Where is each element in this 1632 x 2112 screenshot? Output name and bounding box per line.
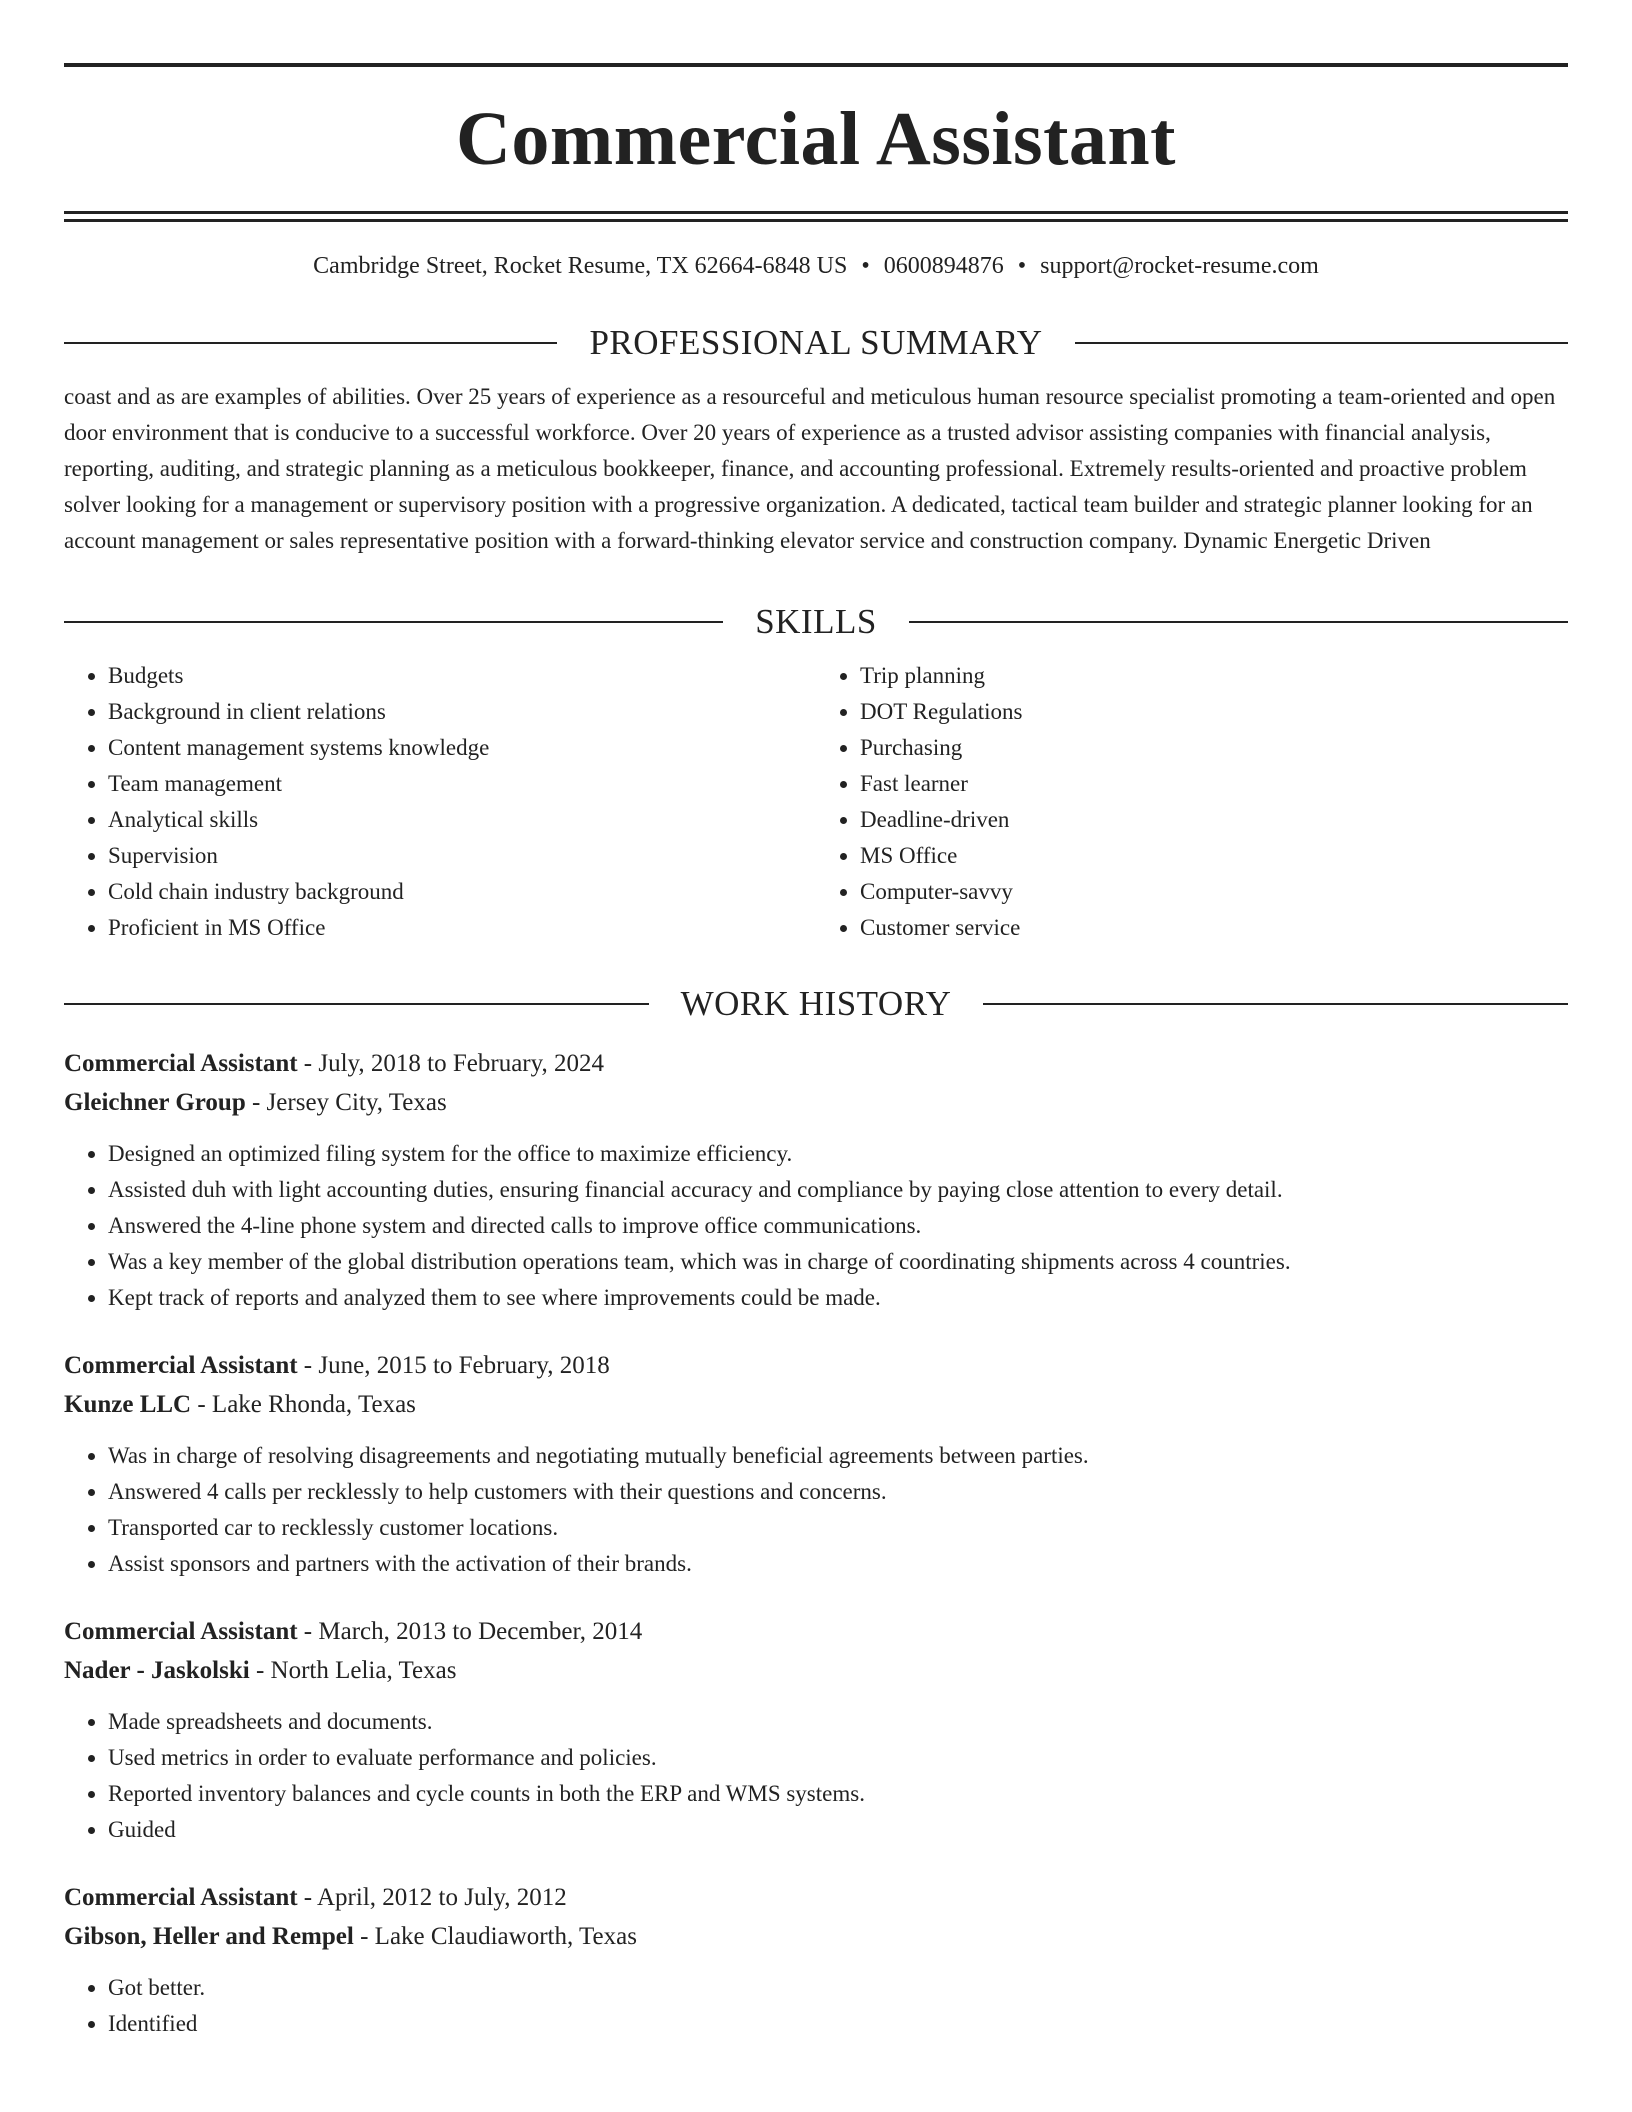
job-bullets xyxy=(64,1136,1568,1316)
skill-item: • Purchasing xyxy=(860,730,1568,766)
skill-item: • Cold chain industry background xyxy=(108,874,816,910)
skill-item: • Content management systems knowledge xyxy=(108,730,816,766)
job-company: Gleichner Group xyxy=(64,1089,246,1116)
job-dates: - March, 2013 to December, 2014 xyxy=(297,1618,643,1645)
job-bullet: • Identified xyxy=(108,2006,1568,2042)
summary-heading: PROFESSIONAL SUMMARY xyxy=(589,323,1043,362)
job-bullet: • Kept track of reports and analyzed them to see where improvements could be made. xyxy=(108,1280,1568,1316)
skill-item: • Proficient in MS Office xyxy=(108,910,816,946)
skill-item: • DOT Regulations xyxy=(860,694,1568,730)
job-company-line xyxy=(64,1917,1568,1956)
skill-item: • Team management xyxy=(108,766,816,802)
job-bullets xyxy=(64,1704,1568,1848)
job-bullet: • Got better. xyxy=(108,1970,1568,2006)
job-dates: - June, 2015 to February, 2018 xyxy=(297,1352,610,1379)
heading-rule-left xyxy=(64,621,723,623)
heading-rule-left xyxy=(64,1003,649,1005)
job-bullet: • Guided xyxy=(108,1812,1568,1848)
job-bullet: • Assist sponsors and partners with the activation of their brands. xyxy=(108,1546,1568,1582)
contact-separator: • xyxy=(1017,253,1027,279)
heading-rule-right xyxy=(909,621,1568,623)
job-title: Commercial Assistant xyxy=(64,1618,298,1645)
contact-address: Cambridge Street, Rocket Resume, TX 62664-6848 US xyxy=(313,253,848,279)
contact-phone: 0600894876 xyxy=(883,253,1004,279)
job-entry xyxy=(64,1612,1568,1848)
work-heading: WORK HISTORY xyxy=(680,984,952,1023)
skill-item: • Customer service xyxy=(860,910,1568,946)
skills-columns xyxy=(64,658,1568,946)
job-company-line xyxy=(64,1083,1568,1122)
job-title: Commercial Assistant xyxy=(64,1050,298,1077)
skills-list-right xyxy=(816,658,1568,946)
job-bullet: • Was a key member of the global distribution operations team, which was in charge of coordinating shipments across 4 countries. xyxy=(108,1244,1568,1280)
resume-title: Commercial Assistant xyxy=(456,97,1176,181)
job-title-line xyxy=(64,1044,1568,1083)
heading-rule-right xyxy=(983,1003,1568,1005)
contact-line xyxy=(64,252,1568,280)
skills-heading: SKILLS xyxy=(755,602,877,641)
skill-item: • Computer-savvy xyxy=(860,874,1568,910)
job-company: Nader - Jaskolski xyxy=(64,1657,250,1684)
job-location: - Lake Rhonda, Texas xyxy=(191,1391,416,1418)
job-bullet: • Designed an optimized filing system for the office to maximize efficiency. xyxy=(108,1136,1568,1172)
skill-item: • Budgets xyxy=(108,658,816,694)
job-bullets xyxy=(64,1970,1568,2042)
skills-section-heading xyxy=(64,602,1568,642)
job-bullet: • Assisted duh with light accounting duties, ensuring financial accuracy and compliance by paying close attention to every detail. xyxy=(108,1172,1568,1208)
job-company-line xyxy=(64,1385,1568,1424)
job-title-line xyxy=(64,1346,1568,1385)
job-entry xyxy=(64,1346,1568,1582)
top-rule xyxy=(64,63,1568,67)
skill-item: • Trip planning xyxy=(860,658,1568,694)
job-location: - Lake Claudiaworth, Texas xyxy=(353,1923,637,1950)
contact-email[interactable]: support@rocket-resume.com xyxy=(1040,253,1319,279)
skill-item: • Supervision xyxy=(108,838,816,874)
job-bullet: • Used metrics in order to evaluate performance and policies. xyxy=(108,1740,1568,1776)
job-bullet: • Reported inventory balances and cycle counts in both the ERP and WMS systems. xyxy=(108,1776,1568,1812)
job-company-line xyxy=(64,1651,1568,1690)
job-entry xyxy=(64,1044,1568,1316)
skill-item: • Fast learner xyxy=(860,766,1568,802)
job-bullet: • Answered the 4-line phone system and directed calls to improve office communications. xyxy=(108,1208,1568,1244)
job-dates: - April, 2012 to July, 2012 xyxy=(297,1884,567,1911)
heading-rule-right xyxy=(1075,342,1568,344)
job-bullet: • Made spreadsheets and documents. xyxy=(108,1704,1568,1740)
job-title-line xyxy=(64,1878,1568,1917)
contact-separator: • xyxy=(861,253,870,279)
skill-item: • Background in client relations xyxy=(108,694,816,730)
job-dates: - July, 2018 to February, 2024 xyxy=(297,1050,604,1077)
job-bullets xyxy=(64,1438,1568,1582)
summary-text: coast and as are examples of abilities. Over 25 years of experience as a resourceful and meticulous human resource specialist promoting a team-oriented and open door environment that is conducive to a successful workforce. Over 20 years of experience as a trusted advisor assisting companies with financial analysis, reporting, auditing, and strategic planning as a meticulous bookkeeper, finance, and accounting professional. Extremely results-oriented and proactive problem solver looking for a management or supervisory position with a progressive organization. A dedicated, tactical team builder and strategic planner looking for an account management or sales representative position with a forward-thinking elevator service and construction company. Dynamic Energetic Driven xyxy=(64,384,1556,553)
job-bullet: • Answered 4 calls per recklessly to help customers with their questions and concerns. xyxy=(108,1474,1568,1510)
skill-item: • MS Office xyxy=(860,838,1568,874)
job-entry xyxy=(64,1878,1568,2042)
job-title-line xyxy=(64,1612,1568,1651)
job-title: Commercial Assistant xyxy=(64,1352,298,1379)
skills-list-left xyxy=(64,658,816,946)
skill-item: • Analytical skills xyxy=(108,802,816,838)
summary-section-heading xyxy=(64,323,1568,363)
job-location: - Jersey City, Texas xyxy=(245,1089,447,1116)
title-double-rule xyxy=(64,211,1568,222)
heading-rule-left xyxy=(64,342,557,344)
work-section-heading xyxy=(64,984,1568,1024)
skill-item: • Deadline-driven xyxy=(860,802,1568,838)
job-bullet: • Was in charge of resolving disagreements and negotiating mutually beneficial agreements between parties. xyxy=(108,1438,1568,1474)
job-bullet: • Transported car to recklessly customer locations. xyxy=(108,1510,1568,1546)
job-company: Gibson, Heller and Rempel xyxy=(64,1923,354,1950)
job-title: Commercial Assistant xyxy=(64,1884,298,1911)
resume-page xyxy=(64,0,1568,2042)
job-company: Kunze LLC xyxy=(64,1391,192,1418)
job-location: - North Lelia, Texas xyxy=(249,1657,457,1684)
